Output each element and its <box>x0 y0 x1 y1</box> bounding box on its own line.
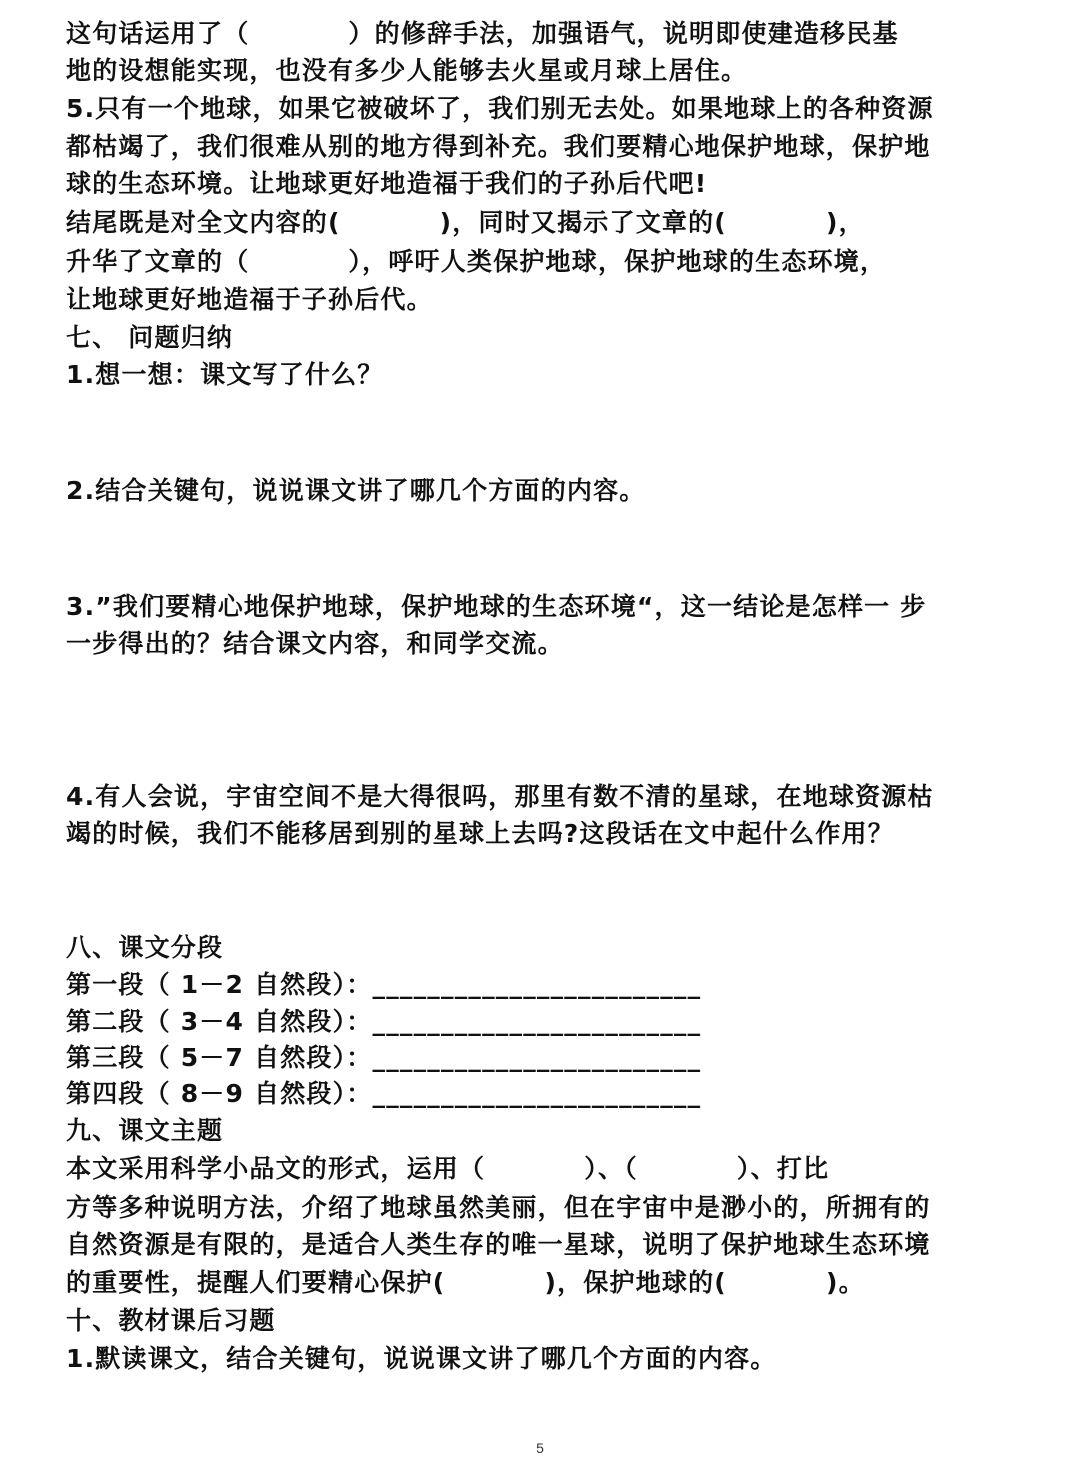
text-line-4: 都枯竭了，我们很难从别的地方得到补充。我们要精心地保护地球，保护地 <box>66 132 931 161</box>
text-line-2: 地的设想能实现，也没有多少人能够去火星或月球上居住。 <box>66 56 748 85</box>
text-line-7: 升华了文章的（ ），呼吁人类保护地球，保护地球的生态环境， <box>66 247 887 276</box>
theme-line-3: 自然资源是有限的，是适合人类生存的唯一星球，说明了保护地球生态环境 <box>66 1230 931 1259</box>
paragraph-split-1: 第一段（ 1－2 自然段）：________________________ <box>66 970 702 999</box>
section-heading-10: 十、教材课后习题 <box>66 1306 276 1335</box>
section-heading-9: 九、课文主题 <box>66 1116 224 1145</box>
question-1: 1.想一想：课文写了什么？ <box>66 360 384 389</box>
paragraph-split-3: 第三段（ 5－7 自然段）：________________________ <box>66 1043 702 1072</box>
text-line-3: 5.只有一个地球，如果它被破坏了，我们别无去处。如果地球上的各种资源 <box>66 94 934 123</box>
question-3-line-2: 一步得出的？结合课文内容，和同学交流。 <box>66 629 564 658</box>
text-line-8: 让地球更好地造福于子孙后代。 <box>66 285 433 314</box>
text-line-6: 结尾既是对全文内容的( )，同时又揭示了文章的( )， <box>66 208 865 237</box>
theme-line-4: 的重要性，提醒人们要精心保护( )，保护地球的( )。 <box>66 1268 865 1297</box>
page-number: 5 <box>536 1440 544 1456</box>
question-2: 2.结合关键句，说说课文讲了哪几个方面的内容。 <box>66 476 646 505</box>
question-3-line-1: 3.”我们要精心地保护地球，保护地球的生态环境“，这一结论是怎样一 步 <box>66 592 927 621</box>
question-4-line-1: 4.有人会说，宇宙空间不是大得很吗，那里有数不清的星球，在地球资源枯 <box>66 782 934 811</box>
paragraph-split-4: 第四段（ 8－9 自然段）：________________________ <box>66 1079 702 1108</box>
exercise-1: 1.默读课文，结合关键句，说说课文讲了哪几个方面的内容。 <box>66 1344 777 1373</box>
question-4-line-2: 竭的时候，我们不能移居到别的星球上去吗?这段话在文中起什么作用？ <box>66 819 894 848</box>
text-line-1: 这句话运用了（ ）的修辞手法，加强语气，说明即使建造移民基 <box>66 19 899 48</box>
theme-line-2: 方等多种说明方法，介绍了地球虽然美丽，但在宇宙中是渺小的，所拥有的 <box>66 1193 931 1222</box>
section-heading-7: 七、 问题归纳 <box>66 323 234 352</box>
section-heading-8: 八、课文分段 <box>66 933 224 962</box>
text-line-5: 球的生态环境。让地球更好地造福于我们的子孙后代吧! <box>66 169 708 198</box>
paragraph-split-2: 第二段（ 3－4 自然段）：________________________ <box>66 1007 702 1036</box>
theme-line-1: 本文采用科学小品文的形式，运用（ ）、（ ）、打比 <box>66 1154 830 1183</box>
